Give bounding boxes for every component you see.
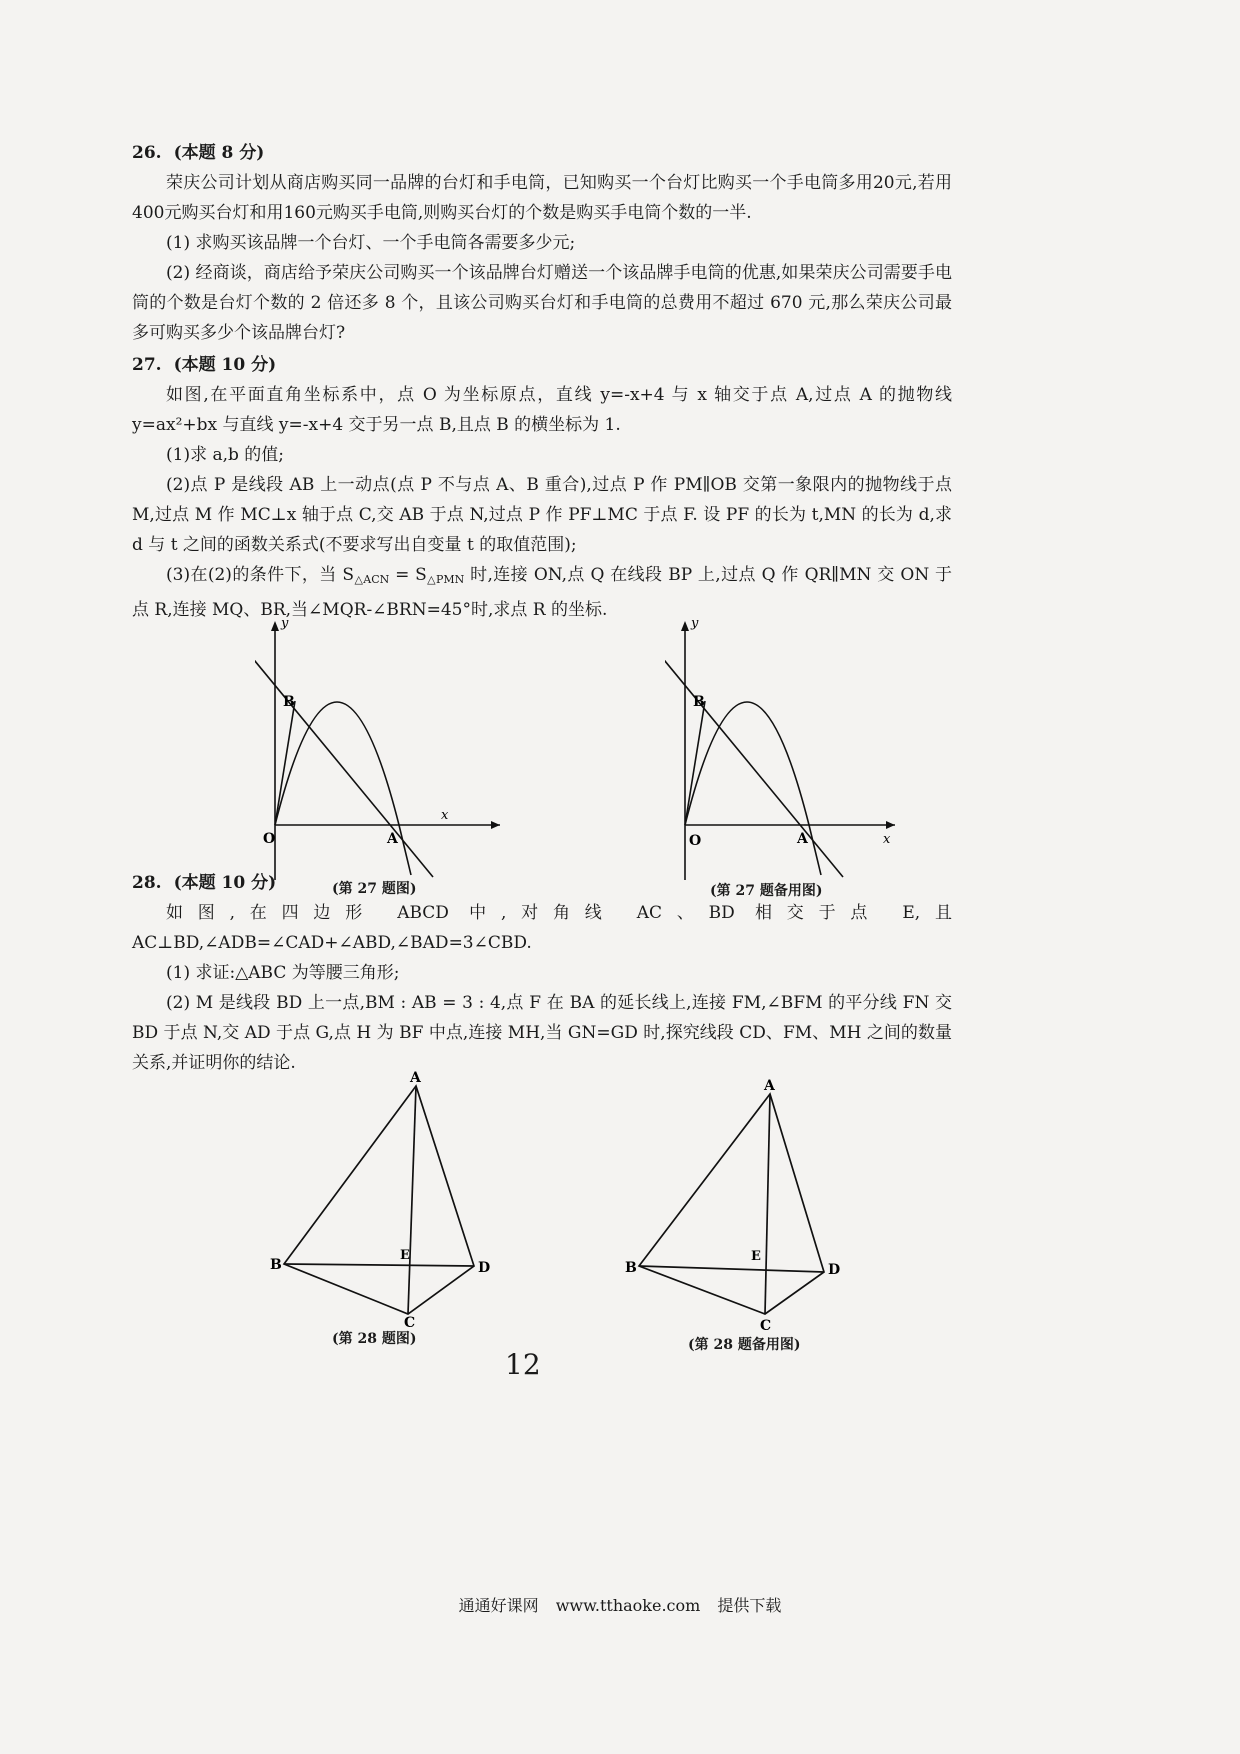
point-o-label: O — [263, 831, 276, 847]
footer-download-text: 提供下载 — [717, 1596, 782, 1615]
question-26-part-2: (2) 经商谈，商店给予荣庆公司购买一个该品牌台灯赠送一个该品牌手电筒的优惠,如果荣庆公司需要手电筒的个数是台灯个数的 2 倍还多 8 个，且该公司购买台灯和手电筒的总费用不超过 670 元,那么荣庆公司最多可购买多少个该品牌台灯? — [132, 263, 952, 343]
diagonal-ac — [765, 1094, 770, 1314]
part-3-text: = S — [389, 565, 427, 585]
question-27 — [132, 350, 952, 625]
segment-ob — [275, 701, 295, 825]
figure-27-spare-caption: (第 27 题备用图) — [710, 883, 823, 899]
figure-28-spare-caption: (第 28 题备用图) — [688, 1337, 801, 1353]
figure-28-main — [270, 1068, 500, 1328]
question-28-stem: 如图,在四边形 ABCD 中,对角线 AC、BD 相交于点 E,且 AC⊥BD,∠ADB=∠CAD+∠ABD,∠BAD=3∠CBD. — [132, 903, 952, 953]
question-number: 26. — [132, 143, 162, 163]
parabola-line-diagram-spare — [665, 615, 915, 885]
figure-28-spare — [625, 1078, 855, 1338]
line-ab — [255, 655, 433, 877]
part-3-text: 时,连接 ON,点 Q 在线段 BP 上,过点 Q 作 QR∥MN 交 ON 于点 R,连接 MQ、BR,当∠MQR-∠BRN=45°时,求点 R 的坐标. — [132, 565, 953, 620]
parabola — [685, 702, 821, 875]
x-axis-arrow — [886, 821, 895, 829]
quadrilateral-abcd — [639, 1094, 824, 1314]
y-axis-arrow — [681, 621, 689, 631]
point-o-label: O — [689, 833, 702, 849]
x-axis-label: x — [883, 832, 891, 847]
point-a-label: A — [797, 831, 808, 847]
y-axis-arrow — [271, 621, 279, 631]
page-number: 12 — [505, 1348, 541, 1381]
point-a-label: A — [764, 1078, 775, 1094]
question-28-part-1: (1) 求证:△ABC 为等腰三角形; — [166, 963, 400, 983]
figure-27-spare — [665, 615, 915, 885]
x-axis-arrow — [491, 821, 500, 829]
point-c-label: C — [760, 1318, 772, 1334]
footer-site-name: 通通好课网 — [458, 1596, 539, 1615]
point-d-label: D — [478, 1260, 491, 1276]
footer-url[interactable]: www.tthaoke.com — [555, 1596, 701, 1615]
parabola-line-diagram — [255, 615, 505, 885]
quadrilateral-abcd — [284, 1086, 474, 1314]
question-points: (本题 10 分) — [173, 355, 277, 375]
point-a-label: A — [387, 831, 398, 847]
question-points: (本题 10 分) — [173, 873, 277, 893]
question-26-heading — [132, 138, 952, 168]
question-28-part-2: (2) M 是线段 BD 上一点,BM : AB = 3 : 4,点 F 在 BA 的延长线上,连接 FM,∠BFM 的平分线 FN 交 BD 于点 N,交 AD 于点 G,点 H 为 BF 中点,连接 MH,当 GN=GD 时,探究线段 CD、FM、MH 之间的数量关系,并证明你的结论. — [132, 993, 952, 1073]
question-26-part-1: (1) 求购买该品牌一个台灯、一个手电筒各需要多少元; — [166, 233, 576, 253]
y-axis-label: y — [691, 616, 699, 631]
figure-27-main — [255, 615, 505, 885]
diagonal-bd — [284, 1264, 474, 1266]
segment-ob — [685, 701, 705, 825]
figure-28-caption: (第 28 题图) — [332, 1331, 417, 1347]
question-27-part-2: (2)点 P 是线段 AB 上一动点(点 P 不与点 A、B 重合),过点 P 作 PM∥OB 交第一象限内的抛物线于点 M,过点 M 作 MC⊥x 轴于点 C,交 AB 于点 N,过点 P 作 PF⊥MC 于点 F. 设 PF 的长为 t,MN 的长为 d,求 d 与 t 之间的函数关系式(不要求写出自变量 t 的取值范围); — [132, 475, 952, 555]
question-27-stem: 如图,在平面直角坐标系中，点 O 为坐标原点，直线 y=-x+4 与 x 轴交于点 A,过点 A 的抛物线 y=ax²+bx 与直线 y=-x+4 交于另一点 B,且点 B 的横坐标为 1. — [132, 385, 952, 435]
point-e-label: E — [400, 1248, 410, 1263]
question-points: (本题 8 分) — [173, 143, 265, 163]
point-c-label: C — [404, 1315, 416, 1328]
question-28-heading — [132, 868, 952, 898]
figure-27-caption: (第 27 题图) — [332, 881, 417, 897]
point-b-label: B — [693, 694, 705, 710]
diagonal-ac — [408, 1086, 416, 1314]
point-e-label: E — [751, 1249, 761, 1264]
question-26 — [132, 138, 952, 348]
question-number: 27. — [132, 355, 162, 375]
quadrilateral-diagram-spare — [625, 1078, 855, 1338]
area-subscript-pmn: △PMN — [426, 573, 465, 586]
point-d-label: D — [828, 1262, 841, 1278]
parabola — [275, 702, 411, 875]
diagonal-bd — [639, 1266, 824, 1272]
question-27-part-1: (1)求 a,b 的值; — [166, 445, 285, 465]
question-28 — [132, 868, 952, 1078]
area-subscript-acn: △ACN — [354, 573, 390, 586]
y-axis-label: y — [281, 616, 289, 631]
question-26-stem: 荣庆公司计划从商店购买同一品牌的台灯和手电筒，已知购买一个台灯比购买一个手电筒多用20元,若用400元购买台灯和用160元购买手电筒,则购买台灯的个数是购买手电筒个数的一半. — [132, 173, 952, 223]
footer — [0, 1593, 1240, 1616]
quadrilateral-diagram — [270, 1068, 500, 1328]
question-number: 28. — [132, 873, 162, 893]
point-a-label: A — [410, 1070, 421, 1086]
point-b-label: B — [270, 1257, 282, 1273]
point-b-label: B — [625, 1260, 637, 1276]
point-b-label: B — [283, 694, 295, 710]
x-axis-label: x — [441, 808, 449, 823]
part-3-text: (3)在(2)的条件下，当 S — [166, 565, 355, 585]
question-27-heading — [132, 350, 952, 380]
